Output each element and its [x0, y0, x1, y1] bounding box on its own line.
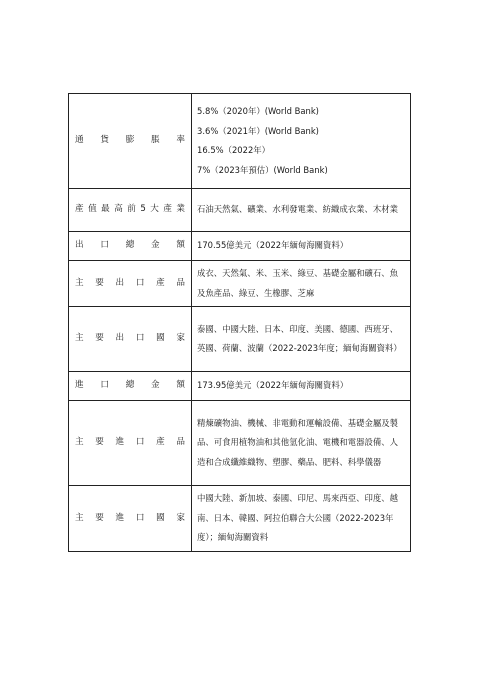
export-total-label: 出 口 總 金 額	[75, 240, 185, 251]
export-goods-value-cell	[192, 261, 411, 307]
inflation-line: 3.6%（2021年）(World Bank)	[197, 125, 319, 136]
import-countries-value-cell	[192, 486, 411, 552]
import-goods-label: 主 要 進 口 產 品	[75, 437, 185, 448]
import-total-label: 進 口 總 金 額	[75, 380, 185, 391]
import-total-value: 173.95億美元（2022年緬甸海關資料）	[197, 380, 349, 391]
inflation-label: 通 貨 膨 脹 率	[75, 135, 185, 146]
export-goods-label: 主 要 出 口 產 品	[75, 277, 185, 288]
top-industries-label: 產值最高前5大產業	[75, 204, 185, 215]
export-goods-value: 成衣、天然氣、米、玉米、綠豆、基礎金屬和礦石、魚及魚產品、綠豆、生橡膠、芝麻	[197, 268, 398, 298]
import-countries-value: 中國大陸、新加坡、泰國、印尼、馬來西亞、印度、越南、日本、韓國、阿拉伯聯合大公國（2022-2023年度）；緬甸海關資料	[197, 493, 398, 543]
inflation-line: 5.8%（2020年）(World Bank)	[197, 106, 319, 116]
table-row-import-countries	[69, 486, 411, 552]
row-label-cell	[69, 94, 192, 189]
import-goods-value: 精煉礦物油、機械、非電動和運輸設備、基礎金屬及製品、可食用植物油和其他氫化油、電機和電器設備、人造和合成纖維織物、塑膠、藥品、肥料、科學儀器	[197, 417, 398, 467]
table-row-import-goods	[69, 401, 411, 486]
economic-data-table	[68, 93, 411, 552]
import-countries-label: 主 要 進 口 國 家	[75, 512, 185, 523]
top-industries-value-cell	[192, 189, 411, 232]
table-row-export-countries	[69, 307, 411, 372]
row-label-cell	[69, 189, 192, 232]
row-label-cell	[69, 372, 192, 401]
row-label-cell	[69, 486, 192, 552]
export-countries-value: 泰國、中國大陸、日本、印度、美國、德國、西班牙、英國、荷蘭、波蘭（2022-2023年度；緬甸海關資料）	[197, 323, 402, 353]
table-row-top-industries	[69, 189, 411, 232]
table-row-import-total	[69, 372, 411, 401]
row-label-cell	[69, 261, 192, 307]
export-total-value: 170.55億美元（2022年緬甸海關資料）	[197, 240, 349, 251]
inflation-line: 7%（2023年預估）(World Bank)	[197, 164, 328, 175]
inflation-line: 16.5%（2022年）	[197, 145, 271, 155]
inflation-value-cell	[192, 94, 411, 189]
import-total-value-cell	[192, 372, 411, 401]
top-industries-value: 石油天然氣、礦業、水利發電業、紡織成衣業、木材業	[197, 204, 398, 215]
row-label-cell	[69, 401, 192, 486]
import-goods-value-cell	[192, 401, 411, 486]
row-label-cell	[69, 232, 192, 261]
export-total-value-cell	[192, 232, 411, 261]
export-countries-value-cell	[192, 307, 411, 372]
export-countries-label: 主 要 出 口 國 家	[75, 333, 185, 344]
row-label-cell	[69, 307, 192, 372]
table-row-export-goods	[69, 261, 411, 307]
table-row-export-total	[69, 232, 411, 261]
table-row-inflation	[69, 94, 411, 189]
